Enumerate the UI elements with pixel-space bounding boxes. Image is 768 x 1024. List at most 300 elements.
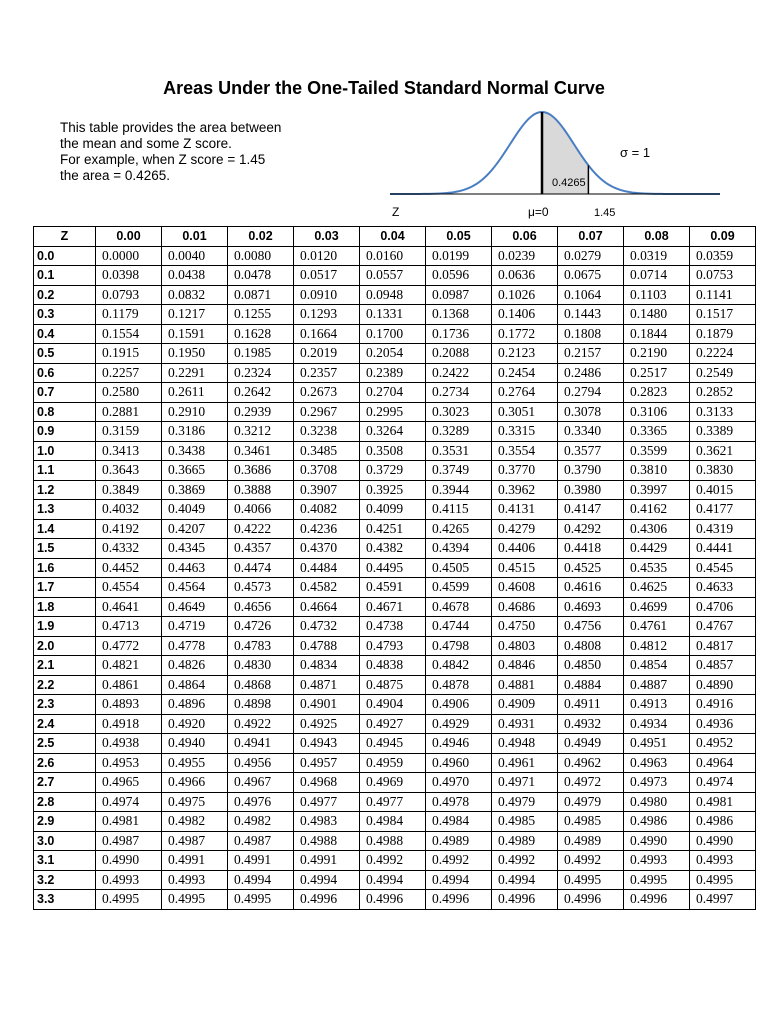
area-cell: 0.4192 [96, 519, 162, 539]
z-value-cell: 2.5 [34, 734, 96, 754]
area-cell: 0.2157 [558, 344, 624, 364]
area-cell: 0.3643 [96, 461, 162, 481]
area-cell: 0.1808 [558, 324, 624, 344]
area-cell: 0.1628 [228, 324, 294, 344]
area-cell: 0.3729 [360, 461, 426, 481]
table-row [34, 344, 756, 364]
area-cell: 0.4719 [162, 617, 228, 637]
area-cell: 0.4406 [492, 539, 558, 559]
area-cell: 0.3485 [294, 441, 360, 461]
area-cell: 0.4857 [690, 656, 756, 676]
table-row [34, 734, 756, 754]
area-cell: 0.4911 [558, 695, 624, 715]
area-cell: 0.4941 [228, 734, 294, 754]
area-cell: 0.4994 [360, 870, 426, 890]
z-value-cell: 0.2 [34, 285, 96, 305]
area-cell: 0.4991 [162, 851, 228, 871]
area-cell: 0.4990 [624, 831, 690, 851]
z-value-cell: 2.4 [34, 714, 96, 734]
area-cell: 0.4812 [624, 636, 690, 656]
area-cell: 0.2995 [360, 402, 426, 422]
area-cell: 0.1141 [690, 285, 756, 305]
area-cell: 0.4992 [492, 851, 558, 871]
area-cell: 0.3980 [558, 480, 624, 500]
column-header: 0.03 [294, 227, 360, 247]
area-cell: 0.4846 [492, 656, 558, 676]
area-cell: 0.3790 [558, 461, 624, 481]
area-cell: 0.4987 [228, 831, 294, 851]
area-cell: 0.0987 [426, 285, 492, 305]
area-cell: 0.4927 [360, 714, 426, 734]
area-cell: 0.4778 [162, 636, 228, 656]
area-cell: 0.4222 [228, 519, 294, 539]
area-cell: 0.2673 [294, 383, 360, 403]
area-cell: 0.4625 [624, 578, 690, 598]
area-cell: 0.4996 [360, 890, 426, 910]
area-cell: 0.4394 [426, 539, 492, 559]
area-cell: 0.0557 [360, 266, 426, 286]
area-cell: 0.0120 [294, 246, 360, 266]
area-cell: 0.4641 [96, 597, 162, 617]
area-cell: 0.3461 [228, 441, 294, 461]
area-cell: 0.4418 [558, 539, 624, 559]
intro-line: the mean and some Z score. [60, 136, 232, 151]
area-cell: 0.2454 [492, 363, 558, 383]
area-cell: 0.3686 [228, 461, 294, 481]
area-cell: 0.4463 [162, 558, 228, 578]
area-cell: 0.1517 [690, 305, 756, 325]
area-cell: 0.1406 [492, 305, 558, 325]
area-cell: 0.1700 [360, 324, 426, 344]
area-cell: 0.3365 [624, 422, 690, 442]
area-cell: 0.4965 [96, 773, 162, 793]
table-row [34, 851, 756, 871]
table-row [34, 870, 756, 890]
area-cell: 0.2704 [360, 383, 426, 403]
table-row [34, 675, 756, 695]
z-value-cell: 1.9 [34, 617, 96, 637]
area-cell: 0.0871 [228, 285, 294, 305]
area-cell: 0.4699 [624, 597, 690, 617]
area-cell: 0.0239 [492, 246, 558, 266]
area-cell: 0.2486 [558, 363, 624, 383]
area-cell: 0.4535 [624, 558, 690, 578]
area-cell: 0.4131 [492, 500, 558, 520]
area-cell: 0.4995 [162, 890, 228, 910]
intro-line: This table provides the area between [60, 120, 282, 135]
area-cell: 0.4982 [228, 812, 294, 832]
column-header: 0.02 [228, 227, 294, 247]
table-row [34, 558, 756, 578]
area-cell: 0.4964 [690, 753, 756, 773]
area-cell: 0.3925 [360, 480, 426, 500]
area-cell: 0.4994 [492, 870, 558, 890]
area-cell: 0.4049 [162, 500, 228, 520]
area-cell: 0.4896 [162, 695, 228, 715]
area-cell: 0.3212 [228, 422, 294, 442]
area-cell: 0.4177 [690, 500, 756, 520]
area-cell: 0.4913 [624, 695, 690, 715]
area-cell: 0.4878 [426, 675, 492, 695]
normal-curve-figure [390, 102, 720, 220]
table-row [34, 285, 756, 305]
area-cell: 0.4987 [96, 831, 162, 851]
area-cell: 0.4936 [690, 714, 756, 734]
area-cell: 0.3577 [558, 441, 624, 461]
area-cell: 0.4591 [360, 578, 426, 598]
area-cell: 0.4909 [492, 695, 558, 715]
area-cell: 0.3997 [624, 480, 690, 500]
area-cell: 0.2967 [294, 402, 360, 422]
table-row [34, 792, 756, 812]
area-cell: 0.4838 [360, 656, 426, 676]
area-cell: 0.0675 [558, 266, 624, 286]
area-cell: 0.0359 [690, 246, 756, 266]
area-cell: 0.4994 [426, 870, 492, 890]
area-cell: 0.4713 [96, 617, 162, 637]
table-row [34, 597, 756, 617]
area-cell: 0.4429 [624, 539, 690, 559]
table-row [34, 831, 756, 851]
area-cell: 0.4251 [360, 519, 426, 539]
area-cell: 0.4854 [624, 656, 690, 676]
table-row [34, 617, 756, 637]
area-cell: 0.4994 [228, 870, 294, 890]
area-cell: 0.0910 [294, 285, 360, 305]
area-cell: 0.4608 [492, 578, 558, 598]
area-cell: 0.4960 [426, 753, 492, 773]
area-cell: 0.4345 [162, 539, 228, 559]
area-cell: 0.3888 [228, 480, 294, 500]
z-value-cell: 1.1 [34, 461, 96, 481]
area-cell: 0.4997 [690, 890, 756, 910]
area-cell: 0.2389 [360, 363, 426, 383]
area-cell: 0.4989 [558, 831, 624, 851]
column-header: 0.06 [492, 227, 558, 247]
area-cell: 0.4633 [690, 578, 756, 598]
area-cell: 0.4931 [492, 714, 558, 734]
area-cell: 0.3413 [96, 441, 162, 461]
area-cell: 0.4505 [426, 558, 492, 578]
area-cell: 0.3264 [360, 422, 426, 442]
intro-line: For example, when Z score = 1.45 [60, 152, 266, 167]
area-cell: 0.1591 [162, 324, 228, 344]
area-cell: 0.4265 [426, 519, 492, 539]
area-cell: 0.4890 [690, 675, 756, 695]
area-cell: 0.3051 [492, 402, 558, 422]
area-cell: 0.4994 [294, 870, 360, 890]
area-cell: 0.2088 [426, 344, 492, 364]
table-row [34, 246, 756, 266]
area-cell: 0.4868 [228, 675, 294, 695]
area-cell: 0.4803 [492, 636, 558, 656]
area-cell: 0.4986 [690, 812, 756, 832]
table-row [34, 695, 756, 715]
area-cell: 0.4761 [624, 617, 690, 637]
area-cell: 0.1293 [294, 305, 360, 325]
intro-text [60, 120, 350, 184]
area-cell: 0.4986 [624, 812, 690, 832]
area-cell: 0.4573 [228, 578, 294, 598]
area-cell: 0.0714 [624, 266, 690, 286]
area-cell: 0.1554 [96, 324, 162, 344]
area-cell: 0.4834 [294, 656, 360, 676]
area-cell: 0.4599 [426, 578, 492, 598]
area-cell: 0.4821 [96, 656, 162, 676]
area-cell: 0.3315 [492, 422, 558, 442]
z-value-cell: 2.2 [34, 675, 96, 695]
area-cell: 0.4319 [690, 519, 756, 539]
area-cell: 0.4484 [294, 558, 360, 578]
area-cell: 0.1255 [228, 305, 294, 325]
area-cell: 0.2642 [228, 383, 294, 403]
area-cell: 0.4162 [624, 500, 690, 520]
area-cell: 0.4993 [690, 851, 756, 871]
area-cell: 0.4952 [690, 734, 756, 754]
area-cell: 0.4767 [690, 617, 756, 637]
z-value-cell: 1.5 [34, 539, 96, 559]
area-cell: 0.4972 [558, 773, 624, 793]
area-cell: 0.1064 [558, 285, 624, 305]
area-cell: 0.4744 [426, 617, 492, 637]
area-cell: 0.4984 [360, 812, 426, 832]
z-value-cell: 2.1 [34, 656, 96, 676]
area-cell: 0.0398 [96, 266, 162, 286]
area-cell: 0.4817 [690, 636, 756, 656]
area-cell: 0.3289 [426, 422, 492, 442]
area-cell: 0.1915 [96, 344, 162, 364]
z-value-cell: 0.1 [34, 266, 96, 286]
area-cell: 0.4974 [96, 792, 162, 812]
area-cell: 0.4554 [96, 578, 162, 598]
area-cell: 0.2881 [96, 402, 162, 422]
table-row [34, 519, 756, 539]
table-row [34, 500, 756, 520]
area-cell: 0.4970 [426, 773, 492, 793]
area-cell: 0.3962 [492, 480, 558, 500]
table-row [34, 383, 756, 403]
mu-label: μ=0 [528, 205, 549, 219]
area-cell: 0.4938 [96, 734, 162, 754]
area-cell: 0.1443 [558, 305, 624, 325]
area-cell: 0.0319 [624, 246, 690, 266]
table-row [34, 578, 756, 598]
area-cell: 0.4949 [558, 734, 624, 754]
area-cell: 0.4850 [558, 656, 624, 676]
z-value-cell: 1.0 [34, 441, 96, 461]
table-row [34, 656, 756, 676]
area-cell: 0.4332 [96, 539, 162, 559]
area-cell: 0.3944 [426, 480, 492, 500]
z-value-cell: 3.3 [34, 890, 96, 910]
area-cell: 0.4664 [294, 597, 360, 617]
area-cell: 0.1368 [426, 305, 492, 325]
area-cell: 0.4995 [96, 890, 162, 910]
z-value-cell: 2.9 [34, 812, 96, 832]
area-cell: 0.4452 [96, 558, 162, 578]
sigma-label: σ = 1 [620, 145, 651, 160]
area-cell: 0.4918 [96, 714, 162, 734]
area-cell: 0.3023 [426, 402, 492, 422]
area-cell: 0.4991 [294, 851, 360, 871]
area-cell: 0.3186 [162, 422, 228, 442]
area-cell: 0.2224 [690, 344, 756, 364]
area-cell: 0.4956 [228, 753, 294, 773]
area-cell: 0.4978 [426, 792, 492, 812]
area-cell: 0.0199 [426, 246, 492, 266]
area-cell: 0.4934 [624, 714, 690, 734]
area-cell: 0.4992 [426, 851, 492, 871]
area-cell: 0.0948 [360, 285, 426, 305]
column-header: 0.05 [426, 227, 492, 247]
area-cell: 0.4147 [558, 500, 624, 520]
area-cell: 0.4981 [96, 812, 162, 832]
area-cell: 0.4441 [690, 539, 756, 559]
area-cell: 0.4990 [96, 851, 162, 871]
z-value-cell: 0.6 [34, 363, 96, 383]
area-cell: 0.3749 [426, 461, 492, 481]
area-cell: 0.4990 [690, 831, 756, 851]
area-cell: 0.0832 [162, 285, 228, 305]
area-cell: 0.3159 [96, 422, 162, 442]
area-cell: 0.3389 [690, 422, 756, 442]
area-cell: 0.1879 [690, 324, 756, 344]
z-value-cell: 2.7 [34, 773, 96, 793]
area-cell: 0.2580 [96, 383, 162, 403]
area-cell: 0.4961 [492, 753, 558, 773]
area-cell: 0.4955 [162, 753, 228, 773]
area-cell: 0.3531 [426, 441, 492, 461]
area-cell: 0.4991 [228, 851, 294, 871]
area-cell: 0.4871 [294, 675, 360, 695]
column-header: 0.08 [624, 227, 690, 247]
area-cell: 0.4756 [558, 617, 624, 637]
table-row [34, 402, 756, 422]
z-value-cell: 2.8 [34, 792, 96, 812]
table-row [34, 324, 756, 344]
area-cell: 0.1179 [96, 305, 162, 325]
z-value-cell: 1.2 [34, 480, 96, 500]
area-cell: 0.4974 [690, 773, 756, 793]
table-row [34, 266, 756, 286]
area-cell: 0.4738 [360, 617, 426, 637]
area-cell: 0.3238 [294, 422, 360, 442]
table-row [34, 539, 756, 559]
area-cell: 0.0040 [162, 246, 228, 266]
table-row [34, 480, 756, 500]
area-cell: 0.3849 [96, 480, 162, 500]
area-cell: 0.4981 [690, 792, 756, 812]
z-value-cell: 3.1 [34, 851, 96, 871]
z-value-label: 1.45 [594, 207, 616, 219]
area-cell: 0.0753 [690, 266, 756, 286]
area-cell: 0.4474 [228, 558, 294, 578]
area-cell: 0.4993 [162, 870, 228, 890]
area-cell: 0.0000 [96, 246, 162, 266]
area-cell: 0.0517 [294, 266, 360, 286]
area-cell: 0.4987 [162, 831, 228, 851]
area-cell: 0.4582 [294, 578, 360, 598]
area-cell: 0.0636 [492, 266, 558, 286]
area-cell: 0.3770 [492, 461, 558, 481]
area-cell: 0.4945 [360, 734, 426, 754]
area-cell: 0.4996 [492, 890, 558, 910]
area-cell: 0.4678 [426, 597, 492, 617]
area-cell: 0.4988 [294, 831, 360, 851]
area-cell: 0.4015 [690, 480, 756, 500]
z-score-table [33, 226, 756, 910]
area-cell: 0.4564 [162, 578, 228, 598]
z-value-cell: 0.5 [34, 344, 96, 364]
table-row [34, 441, 756, 461]
area-cell: 0.4904 [360, 695, 426, 715]
area-cell: 0.4515 [492, 558, 558, 578]
area-cell: 0.2357 [294, 363, 360, 383]
area-cell: 0.4940 [162, 734, 228, 754]
area-cell: 0.4881 [492, 675, 558, 695]
area-cell: 0.4066 [228, 500, 294, 520]
area-cell: 0.4993 [96, 870, 162, 890]
area-cell: 0.4357 [228, 539, 294, 559]
area-cell: 0.4967 [228, 773, 294, 793]
area-cell: 0.4236 [294, 519, 360, 539]
area-cell: 0.1844 [624, 324, 690, 344]
area-cell: 0.4995 [690, 870, 756, 890]
area-cell: 0.4979 [492, 792, 558, 812]
z-value-cell: 0.7 [34, 383, 96, 403]
area-cell: 0.4993 [624, 851, 690, 871]
area-cell: 0.4985 [558, 812, 624, 832]
area-cell: 0.4995 [624, 870, 690, 890]
area-cell: 0.4495 [360, 558, 426, 578]
column-header: 0.07 [558, 227, 624, 247]
area-cell: 0.3340 [558, 422, 624, 442]
area-cell: 0.4842 [426, 656, 492, 676]
area-cell: 0.2019 [294, 344, 360, 364]
z-value-cell: 1.6 [34, 558, 96, 578]
area-cell: 0.3599 [624, 441, 690, 461]
z-value-cell: 1.8 [34, 597, 96, 617]
area-cell: 0.2190 [624, 344, 690, 364]
z-value-cell: 0.0 [34, 246, 96, 266]
column-header: 0.00 [96, 227, 162, 247]
z-axis-label: Z [392, 205, 400, 219]
area-cell: 0.4884 [558, 675, 624, 695]
area-cell: 0.2823 [624, 383, 690, 403]
z-value-cell: 0.9 [34, 422, 96, 442]
area-cell: 0.0160 [360, 246, 426, 266]
z-value-cell: 0.4 [34, 324, 96, 344]
area-cell: 0.4980 [624, 792, 690, 812]
area-cell: 0.4984 [426, 812, 492, 832]
area-cell: 0.4082 [294, 500, 360, 520]
area-cell: 0.4656 [228, 597, 294, 617]
area-cell: 0.4706 [690, 597, 756, 617]
area-cell: 0.4992 [360, 851, 426, 871]
area-cell: 0.4968 [294, 773, 360, 793]
area-cell: 0.1950 [162, 344, 228, 364]
area-cell: 0.4649 [162, 597, 228, 617]
area-cell: 0.4959 [360, 753, 426, 773]
area-cell: 0.2910 [162, 402, 228, 422]
area-cell: 0.3133 [690, 402, 756, 422]
intro-line: the area = 0.4265. [60, 168, 170, 183]
area-cell: 0.4971 [492, 773, 558, 793]
table-row [34, 773, 756, 793]
area-cell: 0.4929 [426, 714, 492, 734]
table-row [34, 305, 756, 325]
table-row [34, 714, 756, 734]
